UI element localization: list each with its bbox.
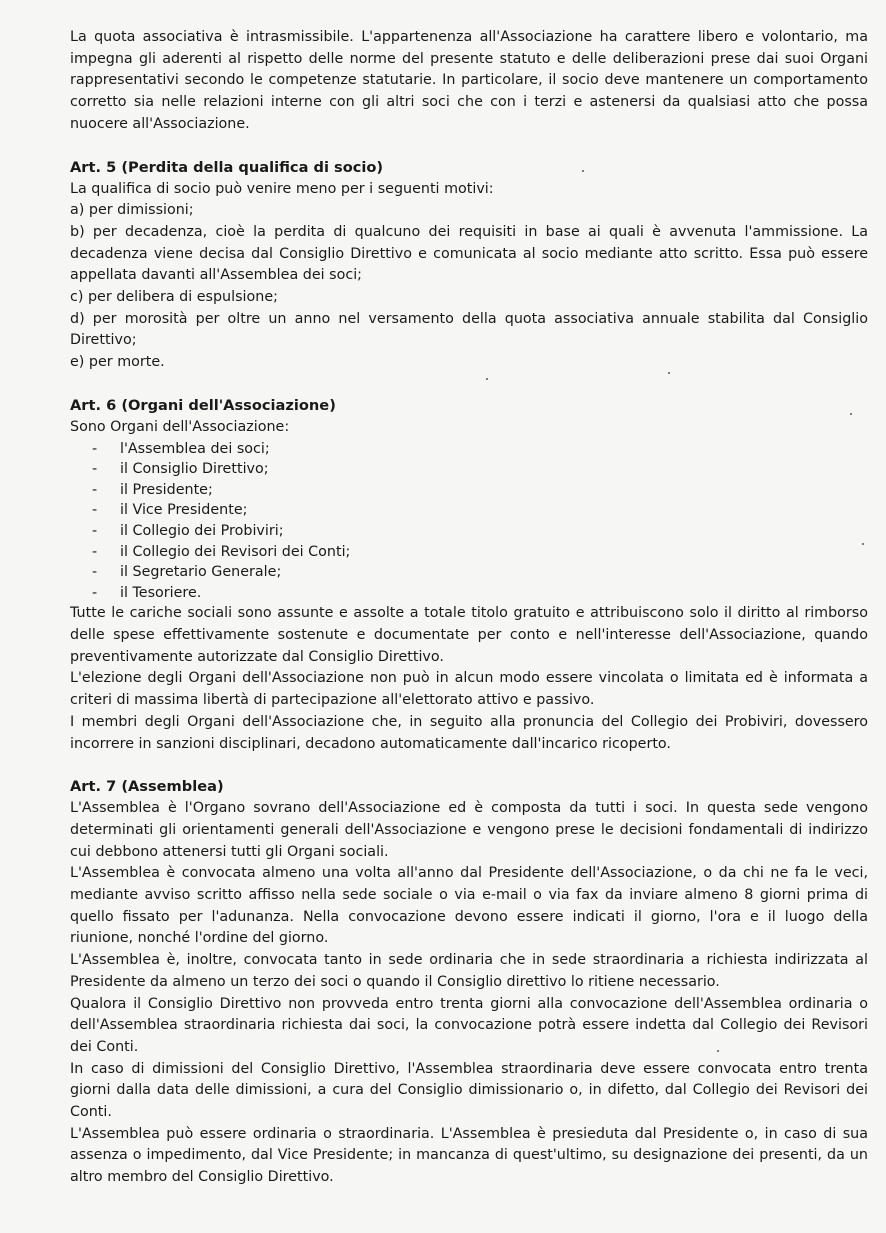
list-item (92, 500, 868, 521)
article-7-paragraph-6: L'Assemblea può essere ordinaria o straordinaria. L'Assemblea è presieduta dal Presidente o, in caso di sua assenza o impedimento, dal Vice Presidente; in mancanza di quest'ultimo, su designazione dei presenti, da un altro membro del Consiglio Direttivo. (70, 1125, 868, 1186)
dash-bullet: - (92, 502, 98, 519)
article-6 (70, 395, 868, 755)
article-7-paragraph-3: L'Assemblea è, inoltre, convocata tanto in sede ordinaria che in sede straordinaria a richiesta indirizzata al Presidente da almeno un terzo dei soci o quando il Consiglio direttivo lo ritiene necessario. (70, 952, 868, 990)
article-5-item-d: d) per morosità per oltre un anno nel versamento della quota associativa annuale stabilita dal Consiglio Direttivo; (70, 310, 868, 349)
list-item-text: il Collegio dei Revisori dei Conti; (120, 543, 351, 560)
list-item (92, 439, 868, 460)
scan-speck (717, 1050, 719, 1052)
dash-bullet: - (92, 543, 98, 560)
list-item-text: l'Assemblea dei soci; (120, 440, 270, 457)
scan-speck (486, 378, 488, 380)
list-item (92, 583, 868, 604)
scan-speck (850, 413, 852, 415)
article-7-heading: Art. 7 (Assemblea) (70, 778, 224, 796)
article-6-heading: Art. 6 (Organi dell'Associazione) (70, 396, 336, 414)
list-item (92, 459, 868, 480)
article-5-item-e: e) per morte. (70, 354, 165, 371)
dash-bullet: - (92, 481, 98, 498)
list-item-text: il Presidente; (120, 481, 213, 498)
scan-speck (668, 372, 670, 374)
dash-bullet: - (92, 522, 98, 539)
article-7-paragraph-2: L'Assemblea è convocata almeno una volta all'anno dal Presidente dell'Associazione, o da chi ne fa le veci, mediante avviso scritto affisso nella sede sociale o via e-mail o via fax da inviare almeno 8 giorni prima di quello fissato per l'adunanza. Nella convocazione devono essere indicati il giorno, l'ora e il luogo della riunione, nonché l'ordine del giorno. (70, 865, 868, 947)
list-item-text: il Tesoriere. (120, 584, 202, 601)
spacer (70, 374, 868, 395)
scan-speck (862, 543, 864, 545)
list-item-text: il Collegio dei Probiviri; (120, 522, 284, 539)
list-item-text: il Vice Presidente; (120, 502, 248, 519)
article-6-paragraph-1: Tutte le cariche sociali sono assunte e assolte a totale titolo gratuito e attribuiscono solo il diritto al rimborso delle spese effettivamente sostenute e documentate per conto e nell'interesse dell'Associazione, quando preventivamente autorizzate dal Consiglio Direttivo. (70, 605, 868, 665)
article-5-item-c: c) per delibera di espulsione; (70, 289, 278, 306)
article-5 (70, 157, 868, 374)
spacer (70, 136, 868, 157)
list-item (92, 562, 868, 583)
intro-paragraph: La quota associativa è intrasmissibile. L'appartenenza all'Associazione ha carattere libero e volontario, ma impegna gli aderenti al rispetto delle norme del presente statuto e delle deliberazioni prese dai suoi Organi rappresentativi secondo le competenze statutarie. In particolare, il socio deve mantenere un comportamento corretto sia nelle relazioni interne con gli altri soci che con i terzi e astenersi da qualsiasi atto che possa nuocere all'Associazione. (70, 29, 868, 132)
article-6-paragraph-2: L'elezione degli Organi dell'Associazione non può in alcun modo essere vincolata o limitata ed è informata a criteri di massima libertà di partecipazione all'elettorato attivo e passivo. (70, 670, 868, 709)
dash-bullet: - (92, 584, 98, 601)
article-7-paragraph-4: Qualora il Consiglio Direttivo non provveda entro trenta giorni alla convocazione dell'Assemblea ordinaria o dell'Assemblea straordinaria richiesta dai soci, la convocazione potrà essere indetta dal Collegio dei Revisori dei Conti. (70, 995, 868, 1055)
list-item-text: il Segretario Generale; (120, 564, 282, 581)
organs-list (70, 439, 868, 604)
spacer (70, 755, 868, 776)
article-6-lead: Sono Organi dell'Associazione: (70, 418, 290, 435)
list-item (92, 521, 868, 542)
scan-speck (582, 170, 584, 172)
dash-bullet: - (92, 440, 98, 457)
article-5-heading: Art. 5 (Perdita della qualifica di socio) (70, 158, 384, 176)
article-7 (70, 776, 868, 1189)
article-5-item-a: a) per dimissioni; (70, 202, 194, 219)
article-5-lead: La qualifica di socio può venire meno per i seguenti motivi: (70, 180, 494, 197)
list-item (92, 480, 868, 501)
article-7-paragraph-5: In caso di dimissioni del Consiglio Direttivo, l'Assemblea straordinaria deve essere convocata entro trenta giorni dalla data delle dimissioni, a cura del Consiglio dimissionario o, in difetto, dal Collegio dei Revisori dei Conti. (70, 1060, 868, 1121)
list-item-text: il Consiglio Direttivo; (120, 461, 269, 478)
article-7-paragraph-1: L'Assemblea è l'Organo sovrano dell'Associazione ed è composta da tutti i soci. In questa sede vengono determinati gli orientamenti generali dell'Associazione e vengono prese le decisioni fondamentali di indirizzo cui debbono attenersi tutti gli Organi sociali. (70, 800, 868, 860)
list-item (92, 542, 868, 563)
dash-bullet: - (92, 564, 98, 581)
dash-bullet: - (92, 461, 98, 478)
article-5-item-b: b) per decadenza, cioè la perdita di qualcuno dei requisiti in base ai quali è avvenuta l'ammissione. La decadenza viene decisa dal Consiglio Direttivo e comunicata al socio mediante atto scritto. Essa può essere appellata davanti all'Assemblea dei soci; (70, 223, 868, 284)
article-6-paragraph-3: I membri degli Organi dell'Associazione che, in seguito alla pronuncia del Collegio dei Probiviri, dovessero incorrere in sanzioni disciplinari, decadono automaticamente dall'incarico ricoperto. (70, 713, 868, 752)
